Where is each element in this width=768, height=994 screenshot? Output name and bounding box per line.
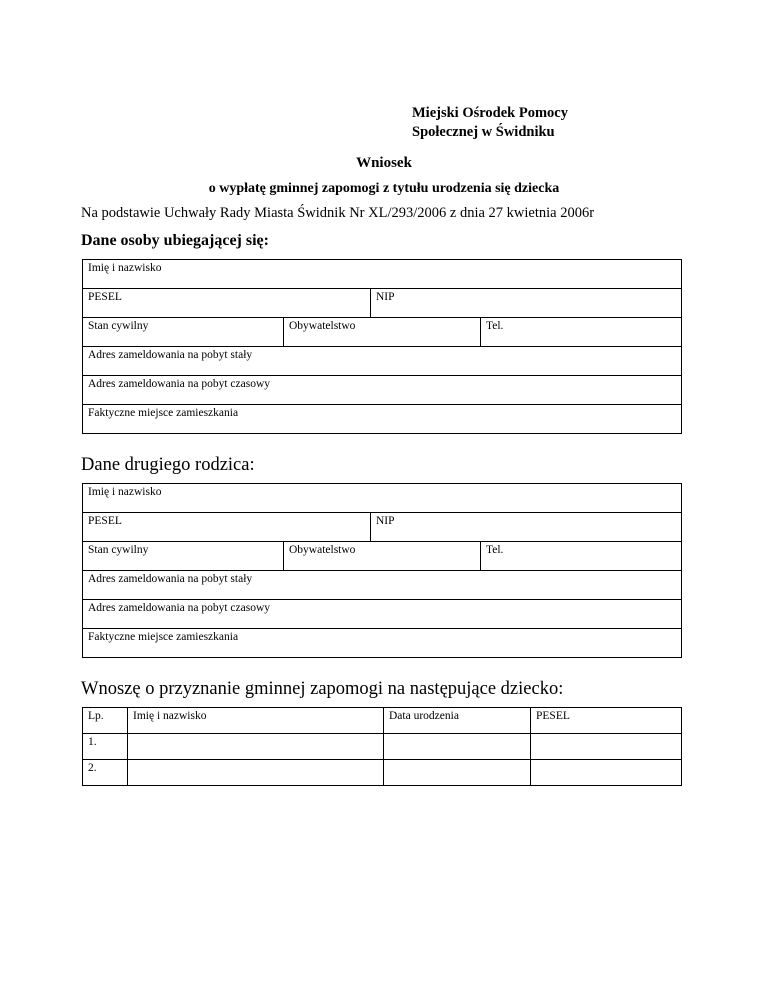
child-pesel-cell[interactable] bbox=[531, 760, 682, 786]
applicant-addr-temporary-label: Adres zameldowania na pobyt czasowy bbox=[88, 378, 271, 390]
row-number: 2. bbox=[83, 760, 128, 786]
parent-marital-label: Stan cywilny bbox=[88, 544, 149, 556]
children-table bbox=[82, 707, 682, 786]
parent-nip-label: NIP bbox=[376, 515, 395, 527]
divider bbox=[480, 318, 481, 346]
applicant-addr-permanent-label: Adres zameldowania na pobyt stały bbox=[88, 349, 253, 361]
applicant-tel-label: Tel. bbox=[486, 320, 504, 332]
parent-status-row bbox=[83, 541, 681, 570]
institution-line1: Miejski Ośrodek Pomocy bbox=[412, 105, 568, 121]
parent-citizenship-label: Obywatelstwo bbox=[289, 544, 356, 556]
parent-addr-permanent-label: Adres zameldowania na pobyt stały bbox=[88, 573, 253, 585]
child-name-cell[interactable] bbox=[128, 760, 384, 786]
parent-pesel-label: PESEL bbox=[88, 515, 122, 527]
applicant-status-row bbox=[83, 317, 681, 346]
table-header-row bbox=[83, 708, 682, 734]
divider bbox=[370, 289, 371, 317]
column-header-name: Imię i nazwisko bbox=[128, 708, 384, 734]
child-pesel-cell[interactable] bbox=[531, 734, 682, 760]
institution-name bbox=[412, 104, 568, 142]
parent-pesel-nip-row bbox=[83, 512, 681, 541]
divider bbox=[283, 542, 284, 570]
parent-addr-actual-row[interactable] bbox=[83, 628, 681, 657]
parent-tel-label: Tel. bbox=[486, 544, 504, 556]
divider bbox=[480, 542, 481, 570]
table-row bbox=[83, 734, 682, 760]
document-subtitle: o wypłatę gminnej zapomogi z tytułu urodzenia się dziecka bbox=[208, 181, 560, 196]
row-number: 1. bbox=[83, 734, 128, 760]
applicant-name-label: Imię i nazwisko bbox=[88, 262, 162, 274]
applicant-citizenship-label: Obywatelstwo bbox=[289, 320, 356, 332]
child-birthdate-cell[interactable] bbox=[384, 734, 531, 760]
applicant-nip-label: NIP bbox=[376, 291, 395, 303]
table-row bbox=[83, 760, 682, 786]
divider bbox=[283, 318, 284, 346]
parent-name-label: Imię i nazwisko bbox=[88, 486, 162, 498]
other-parent-heading: Dane drugiego rodzica: bbox=[81, 455, 255, 475]
child-birthdate-cell[interactable] bbox=[384, 760, 531, 786]
applicant-heading: Dane osoby ubiegającej się: bbox=[81, 232, 269, 249]
column-header-birthdate: Data urodzenia bbox=[384, 708, 531, 734]
applicant-name-row[interactable] bbox=[83, 260, 681, 288]
legal-basis: Na podstawie Uchwały Rady Miasta Świdnik Nr XL/293/2006 z dnia 27 kwietnia 2006r bbox=[81, 205, 595, 221]
divider bbox=[370, 513, 371, 541]
parent-addr-temporary-row[interactable] bbox=[83, 599, 681, 628]
applicant-pesel-nip-row bbox=[83, 288, 681, 317]
applicant-form bbox=[82, 259, 682, 434]
document-title: Wniosek bbox=[356, 155, 412, 171]
applicant-addr-permanent-row[interactable] bbox=[83, 346, 681, 375]
parent-name-row[interactable] bbox=[83, 484, 681, 512]
applicant-addr-actual-row[interactable] bbox=[83, 404, 681, 433]
column-header-pesel: PESEL bbox=[531, 708, 682, 734]
institution-line2: Społecznej w Świdniku bbox=[412, 124, 555, 140]
parent-addr-temporary-label: Adres zameldowania na pobyt czasowy bbox=[88, 602, 271, 614]
applicant-addr-actual-label: Faktyczne miejsce zamieszkania bbox=[88, 407, 239, 419]
applicant-pesel-label: PESEL bbox=[88, 291, 122, 303]
applicant-marital-label: Stan cywilny bbox=[88, 320, 149, 332]
other-parent-form bbox=[82, 483, 682, 658]
applicant-addr-temporary-row[interactable] bbox=[83, 375, 681, 404]
parent-addr-actual-label: Faktyczne miejsce zamieszkania bbox=[88, 631, 239, 643]
children-heading: Wnoszę o przyznanie gminnej zapomogi na następujące dziecko: bbox=[81, 679, 564, 699]
child-name-cell[interactable] bbox=[128, 734, 384, 760]
column-header-lp: Lp. bbox=[83, 708, 128, 734]
parent-addr-permanent-row[interactable] bbox=[83, 570, 681, 599]
